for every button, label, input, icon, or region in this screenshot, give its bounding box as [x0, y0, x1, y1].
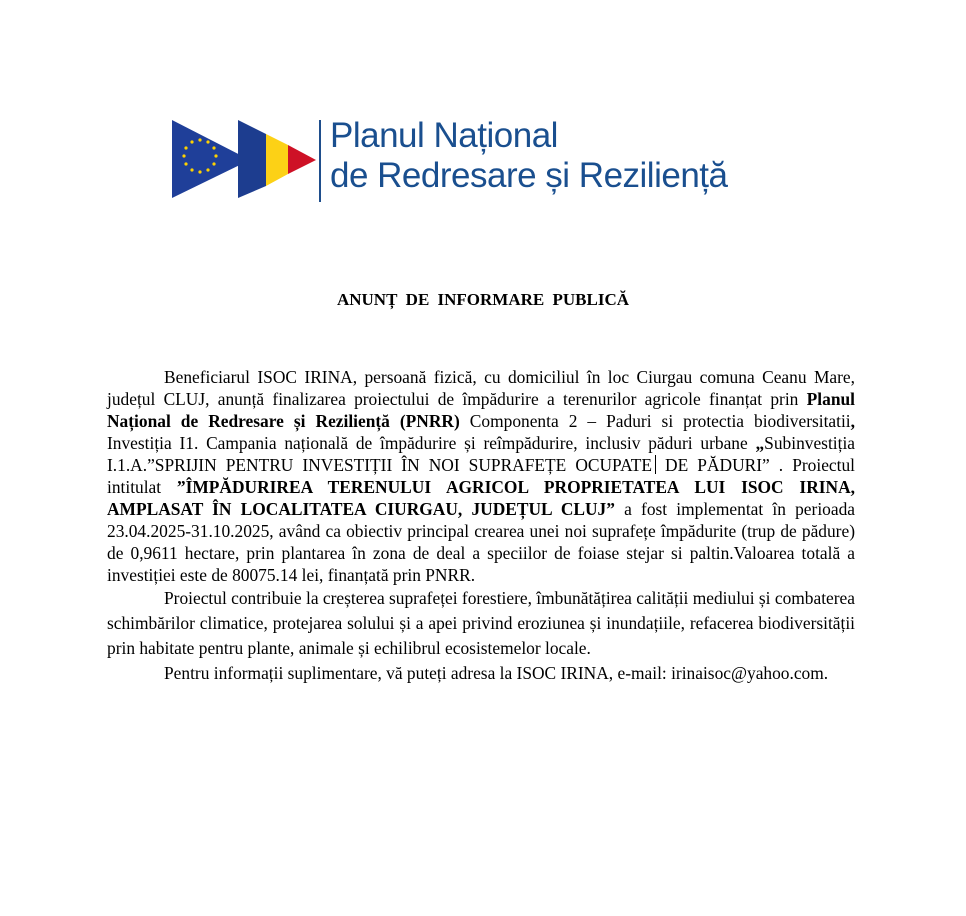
document-body	[107, 366, 855, 686]
paragraph-1	[107, 366, 855, 586]
logo-text	[330, 116, 727, 196]
paragraph-2: Proiectul contribuie la creșterea suprafeței forestiere, îmbunătățirea calității mediului și combaterea schimbărilor climatice, protejarea solului și a apei privind eroziunea și inundațiile, refacerea biodiversității prin habitate pentru plante, animale și echilibrul ecosistemelor locale.	[107, 588, 855, 658]
bold-quote: „	[755, 433, 765, 453]
bold-program-name: Planul Național de Redresare și Reziliență (PNRR)	[107, 389, 855, 431]
text-run: Subinvestiția I.1.A.”SPRIJIN PENTRU INVESTIȚII ÎN NOI SUPRAFEȚE OCUPATE	[107, 433, 855, 475]
text-run: Componenta 2 – Paduri si protectia biodiversitatii	[459, 411, 851, 431]
bold-comma: ,	[850, 411, 855, 431]
pnrr-logo	[170, 118, 790, 204]
flag-arrows-icon	[170, 118, 318, 202]
logo-line-2: de Redresare și Reziliență	[330, 156, 728, 195]
romania-flag-arrow-icon	[238, 120, 316, 198]
text-run: Investiția I1. Campania națională de împădurire și reîmpădurire, inclusiv păduri urbane	[107, 433, 756, 453]
bold-project-title: ”ÎMPĂDURIREA TERENULUI AGRICOL PROPRIETATEA LUI ISOC IRINA, AMPLASAT ÎN LOCALITATEA CIURGAU, JUDEȚUL CLUJ”	[107, 477, 855, 519]
paragraph-3: Pentru informații suplimentare, vă puteți adresa la ISOC IRINA, e-mail: irinaisoc@yahoo.com.	[164, 663, 829, 683]
logo-line-1: Planul Național	[330, 116, 558, 155]
text-run: a fost implementat în perioada 23.04.2025-31.10.2025, având ca obiectiv principal crearea unei noi suprafețe împădurite (trup de pădure) de 0,9611 hectare, prin plantarea în zona de deal a speciilor de foiase stejar si paltin.Valoarea totală a investiției este de 80075.14 lei, finanțată prin PNRR.	[107, 499, 855, 585]
logo-divider	[319, 120, 321, 202]
page-title: ANUNȚ DE INFORMARE PUBLICĂ	[336, 290, 630, 309]
text-run: Beneficiarul ISOC IRINA, persoană fizică, cu domiciliul în loc Ciurgau comuna Ceanu Mare, județul CLUJ, anunță finalizarea proiectului de împădurire a terenurilor agricole finanțat prin	[107, 367, 855, 409]
text-run: DE PĂDURI” . Proiectul intitulat	[107, 455, 856, 497]
